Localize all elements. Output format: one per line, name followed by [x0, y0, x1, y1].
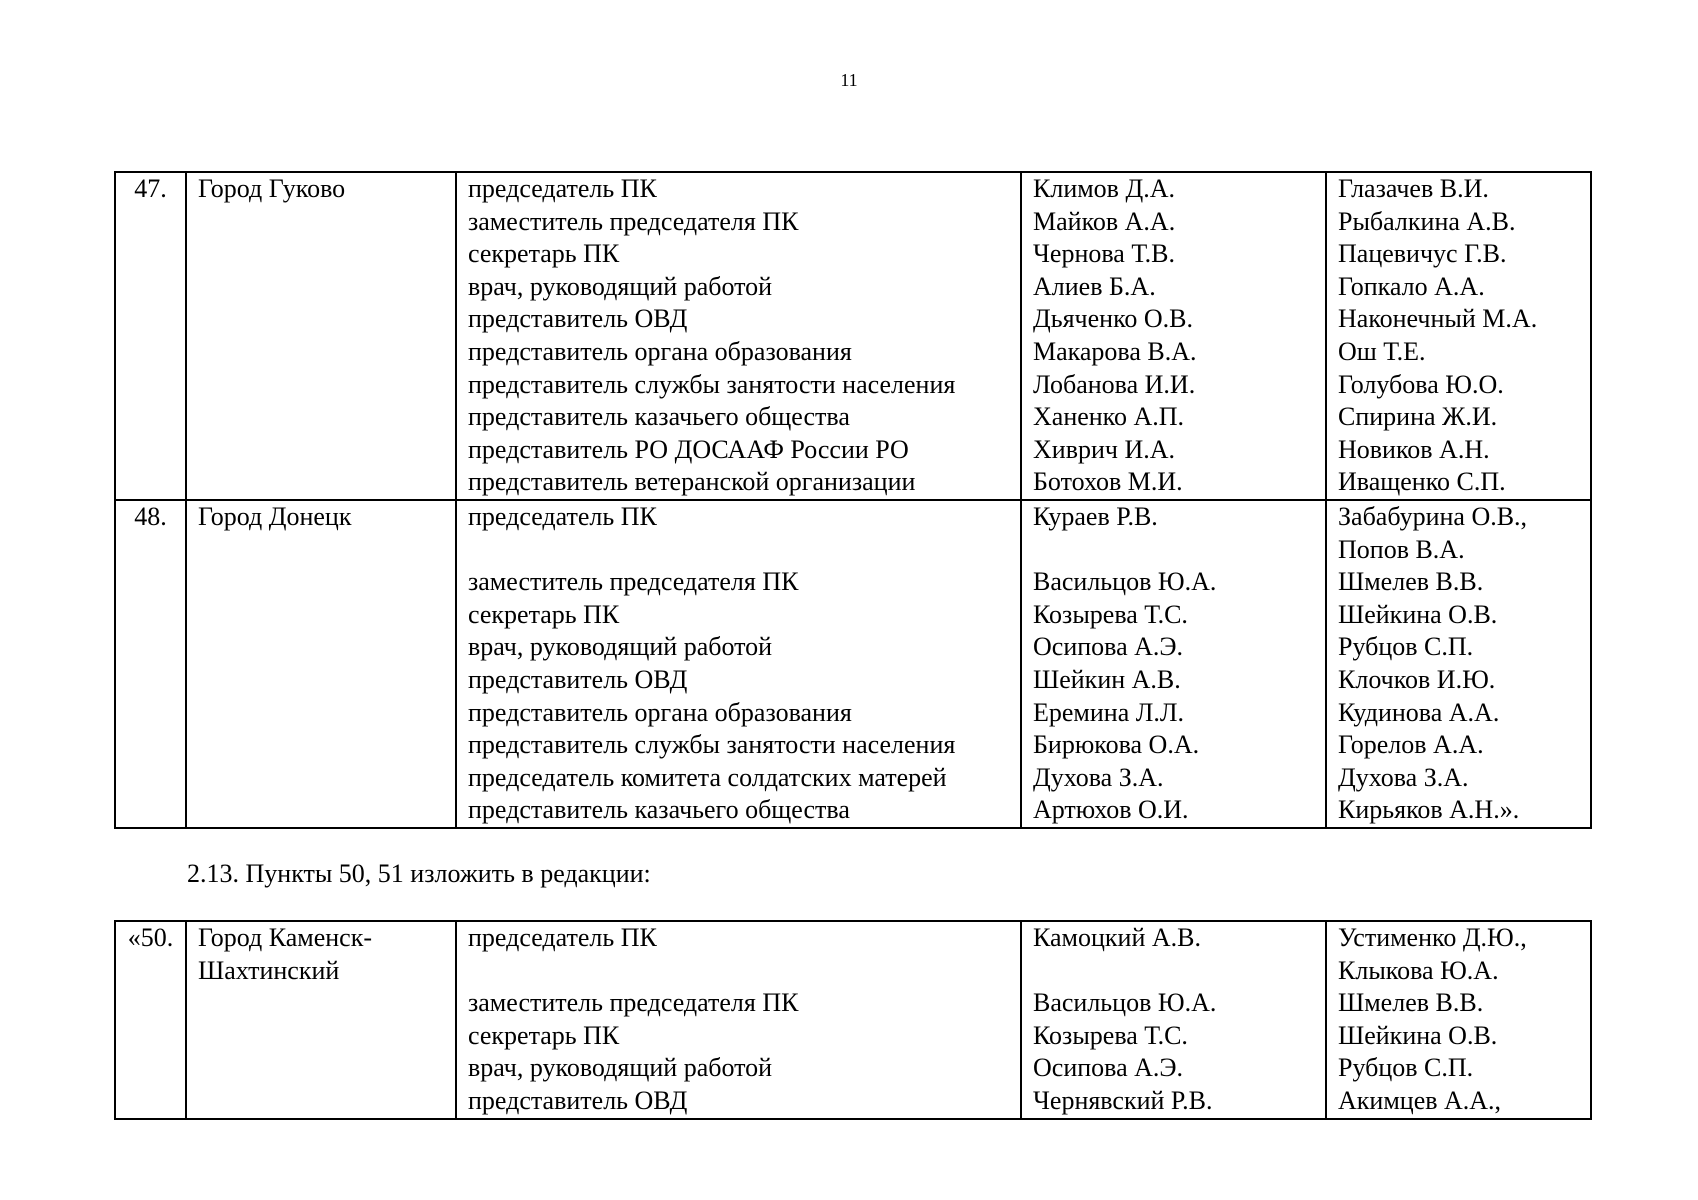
alternate-name: Клочков И.Ю.: [1338, 664, 1496, 694]
member-name: Климов Д.А.: [1033, 174, 1175, 203]
alternate-name: Клыкова Ю.А.: [1338, 955, 1499, 985]
member-name: Шейкин А.В.: [1033, 664, 1181, 694]
member-name: Камоцкий А.В.: [1033, 923, 1201, 952]
role-line: представитель органа образования: [468, 697, 852, 727]
role-line: [468, 534, 1020, 567]
commission-row: [115, 500, 1591, 828]
row-number: [115, 500, 186, 828]
role-line: председатель ПК: [468, 923, 657, 952]
alternate-name: Шейкина О.В.: [1338, 599, 1498, 629]
alternate-name: Спирина Ж.И.: [1338, 402, 1498, 432]
role-line: заместитель председателя ПК: [468, 988, 799, 1018]
member-name: Васильцов Ю.А.: [1033, 988, 1217, 1018]
alternate-cell: [1326, 172, 1591, 500]
member-name: Духова З.А.: [1033, 762, 1164, 792]
alternate-name: Глазачев В.И.: [1338, 174, 1489, 203]
alternate-name: Иващенко С.П.: [1338, 467, 1506, 497]
row-number-text: 47.: [134, 174, 167, 203]
role-line: секретарь ПК: [468, 599, 620, 629]
commission-row: [115, 172, 1591, 500]
alternate-name: Шмелев В.В.: [1338, 567, 1484, 597]
role-line: представитель ОВД: [468, 304, 688, 334]
alternate-name: Устименко Д.Ю.,: [1338, 923, 1527, 952]
alternate-name: Голубова Ю.О.: [1338, 369, 1504, 399]
alternate-name: Рыбалкина А.В.: [1338, 206, 1516, 236]
member-name: Дьяченко О.В.: [1033, 304, 1194, 334]
municipality-line: Город Каменск-: [198, 923, 373, 952]
member-name: Кураев Р.В.: [1033, 501, 1158, 531]
role-line: секретарь ПК: [468, 239, 620, 269]
commission-table-2: [114, 920, 1592, 1120]
member-name: Артюхов О.И.: [1033, 795, 1189, 825]
member-cell: [1021, 921, 1326, 1119]
member-name: Осипова А.Э.: [1033, 632, 1184, 662]
alternate-name: Рубцов С.П.: [1338, 1053, 1474, 1083]
role-line: председатель ПК: [468, 174, 657, 203]
member-name: Макарова В.А.: [1033, 336, 1197, 366]
role-cell: [456, 500, 1021, 828]
role-line: представитель РО ДОСААФ России РО: [468, 434, 909, 464]
member-name: Алиев Б.А.: [1033, 271, 1156, 301]
municipality-line: Шахтинский: [198, 955, 340, 985]
member-name: Чернова Т.В.: [1033, 239, 1175, 269]
member-name: [1033, 534, 1325, 567]
alternate-name: Кудинова А.А.: [1338, 697, 1500, 727]
member-name: Осипова А.Э.: [1033, 1053, 1184, 1083]
member-name: Ханенко А.П.: [1033, 402, 1185, 432]
alternate-name: Попов В.А.: [1338, 534, 1465, 564]
role-line: врач, руководящий работой: [468, 271, 773, 301]
role-line: заместитель председателя ПК: [468, 206, 799, 236]
page-number: 11: [840, 70, 858, 90]
member-name: Хиврич И.А.: [1033, 434, 1176, 464]
role-line: секретарь ПК: [468, 1020, 620, 1050]
alternate-name: Рубцов С.П.: [1338, 632, 1474, 662]
alternate-name: Акимцев А.А.,: [1338, 1085, 1502, 1115]
alternate-name: Наконечный М.А.: [1338, 304, 1538, 334]
alternate-cell: [1326, 921, 1591, 1119]
role-line: представитель казачьего общества: [468, 795, 850, 825]
role-line: представитель ОВД: [468, 664, 688, 694]
member-name: Чернявский Р.В.: [1033, 1085, 1213, 1115]
commission-row: [115, 921, 1591, 1119]
member-name: [1033, 955, 1325, 988]
alternate-name: Шмелев В.В.: [1338, 988, 1484, 1018]
commission-table-1: [114, 171, 1592, 829]
member-name: Лобанова И.И.: [1033, 369, 1196, 399]
member-name: Козырева Т.С.: [1033, 1020, 1188, 1050]
alternate-name: Пацевичус Г.В.: [1338, 239, 1507, 269]
amendment-instruction: 2.13. Пункты 50, 51 изложить в редакции:: [187, 859, 651, 888]
municipality-cell: [186, 500, 456, 828]
member-name: Васильцов Ю.А.: [1033, 567, 1217, 597]
row-number-text: «50.: [127, 923, 174, 952]
alternate-cell: [1326, 500, 1591, 828]
alternate-name: Кирьяков А.Н.».: [1338, 795, 1520, 825]
alternate-name: Горелов А.А.: [1338, 730, 1484, 760]
row-number-text: 48.: [134, 501, 167, 531]
member-name: Майков А.А.: [1033, 206, 1176, 236]
member-name: Ботохов М.И.: [1033, 467, 1183, 497]
role-line: врач, руководящий работой: [468, 632, 773, 662]
member-cell: [1021, 172, 1326, 500]
role-line: председатель ПК: [468, 501, 657, 531]
role-line: представитель службы занятости населения: [468, 730, 956, 760]
row-number: [115, 921, 186, 1119]
alternate-name: Новиков А.Н.: [1338, 434, 1490, 464]
municipality-line: Город Донецк: [198, 501, 352, 531]
role-line: представитель службы занятости населения: [468, 369, 956, 399]
alternate-name: Шейкина О.В.: [1338, 1020, 1498, 1050]
alternate-name: Ош Т.Е.: [1338, 336, 1426, 366]
alternate-name: Забабурина О.В.,: [1338, 501, 1528, 531]
member-name: Козырева Т.С.: [1033, 599, 1188, 629]
municipality-cell: [186, 921, 456, 1119]
role-line: представитель ветеранской организации: [468, 467, 916, 497]
member-name: Бирюкова О.А.: [1033, 730, 1200, 760]
row-number: [115, 172, 186, 500]
role-line: представитель казачьего общества: [468, 402, 850, 432]
role-line: [468, 955, 1020, 988]
role-line: представитель ОВД: [468, 1085, 688, 1115]
role-line: заместитель председателя ПК: [468, 567, 799, 597]
role-cell: [456, 172, 1021, 500]
member-cell: [1021, 500, 1326, 828]
member-name: Еремина Л.Л.: [1033, 697, 1185, 727]
municipality-line: Город Гуково: [198, 174, 346, 203]
role-line: председатель комитета солдатских матерей: [468, 762, 947, 792]
alternate-name: Духова З.А.: [1338, 762, 1469, 792]
role-cell: [456, 921, 1021, 1119]
municipality-cell: [186, 172, 456, 500]
role-line: представитель органа образования: [468, 336, 852, 366]
role-line: врач, руководящий работой: [468, 1053, 773, 1083]
alternate-name: Гопкало А.А.: [1338, 271, 1485, 301]
